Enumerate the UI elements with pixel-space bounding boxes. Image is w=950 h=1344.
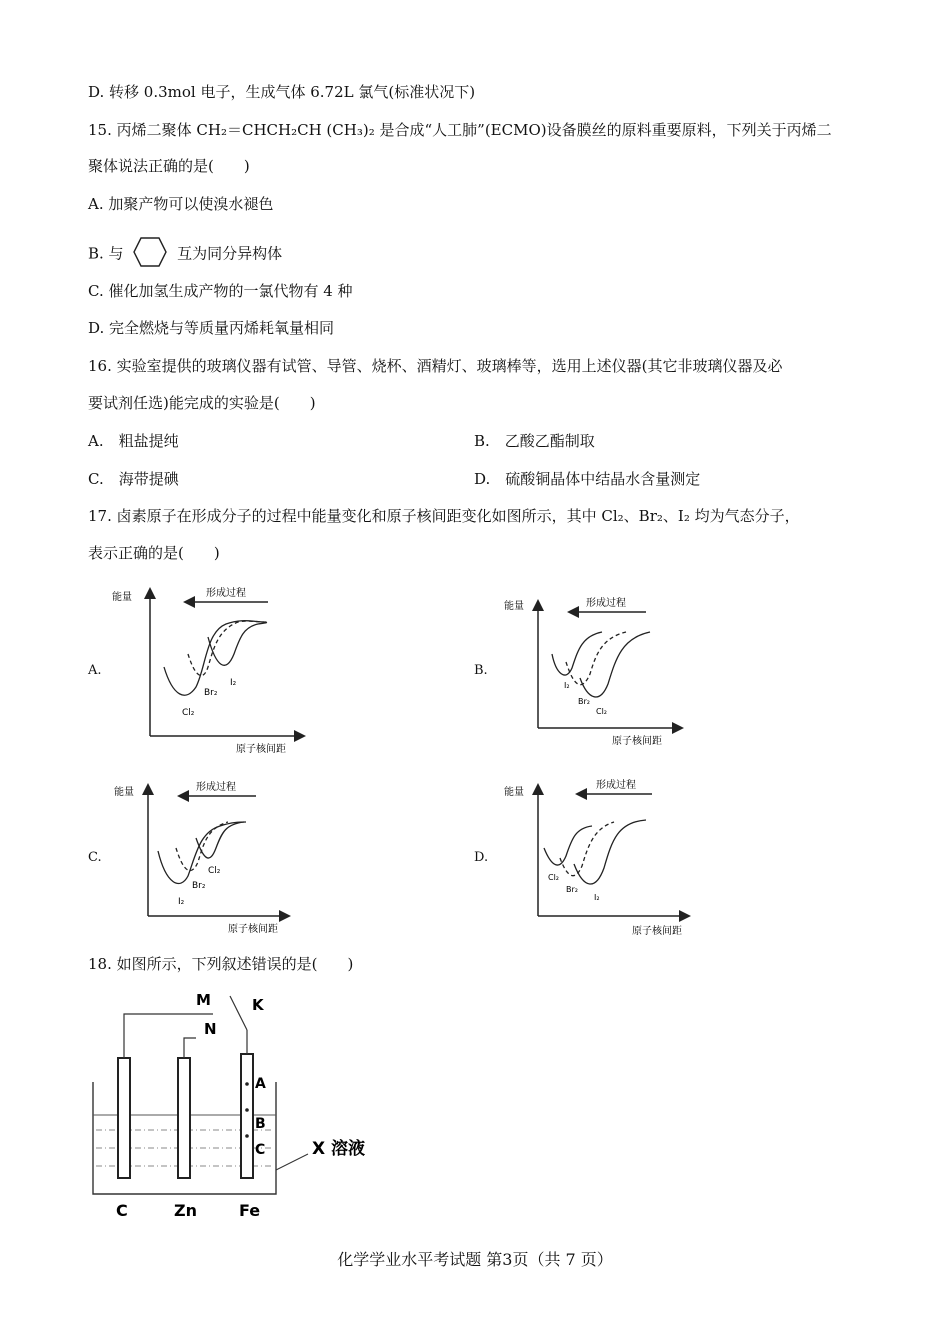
switch-k-label: K	[252, 996, 264, 1014]
q17-option-b-label: B.	[474, 663, 488, 678]
energy-axis-label: 能量	[504, 601, 524, 612]
energy-axis-label: 能量	[504, 787, 524, 798]
graph-c-curve-label-2: Br₂	[192, 881, 206, 891]
q18-stem: 18. 如图所示，下列叙述错误的是( )	[88, 955, 354, 973]
page-footer: 化学学业水平考试题 第3页（共 7 页）	[337, 1250, 613, 1269]
electrochemistry-diagram	[88, 986, 388, 1220]
q16-option-b: B. 乙酸乙酯制取	[474, 432, 595, 450]
q17-stem-line1: 17. 卤素原子在形成分子的过程中能量变化和原子核间距变化如图所示，其中 Cl₂、Br₂、I₂ 均为气态分子，	[88, 507, 800, 525]
q17-stem-line2: 表示正确的是( )	[88, 544, 220, 562]
q15-option-b-prefix: B. 与	[88, 244, 124, 263]
energy-graph-c	[108, 776, 298, 936]
energy-graph-a	[108, 582, 308, 758]
distance-axis-label: 原子核间距	[632, 926, 682, 937]
q15-option-b	[88, 236, 282, 273]
graph-c-curve-label-3: Cl₂	[208, 866, 221, 876]
formation-process-label: 形成过程	[596, 780, 636, 791]
point-c-label: C	[255, 1142, 266, 1158]
electrode-c-label: C	[116, 1201, 128, 1220]
graph-d-curve-label-1: Cl₂	[548, 873, 560, 882]
switch-n-label: N	[204, 1020, 217, 1038]
q16-stem-line2: 要试剂任选)能完成的实验是( )	[88, 394, 316, 412]
q16-option-a: A. 粗盐提纯	[88, 432, 179, 450]
graph-a-curve-label-1: Cl₂	[182, 708, 195, 718]
point-a-label: A	[255, 1076, 266, 1092]
energy-graph-d	[496, 776, 696, 938]
q15-option-d: D. 完全燃烧与等质量丙烯耗氧量相同	[88, 319, 335, 337]
formation-process-label: 形成过程	[586, 598, 626, 609]
q15-stem-line2: 聚体说法正确的是( )	[88, 157, 250, 175]
q17-option-a-label: A.	[88, 663, 102, 678]
graph-d-curve-label-3: I₂	[594, 893, 600, 902]
q15-option-c: C. 催化加氢生成产物的一氯代物有 4 种	[88, 282, 353, 300]
point-b-label: B	[255, 1116, 266, 1132]
distance-axis-label: 原子核间距	[228, 924, 278, 935]
distance-axis-label: 原子核间距	[612, 736, 662, 747]
graph-b-curve-label-3: Cl₂	[596, 707, 608, 716]
formation-process-label: 形成过程	[196, 782, 236, 793]
graph-d-curve-label-2: Br₂	[566, 885, 578, 894]
graph-a-curve-label-2: Br₂	[204, 688, 218, 698]
q17-option-d-label: D.	[474, 850, 489, 865]
graph-b-curve-label-2: Br₂	[578, 697, 590, 706]
graph-b-curve-label-1: I₂	[564, 681, 570, 690]
energy-graph-b	[496, 592, 696, 750]
energy-axis-label: 能量	[112, 592, 132, 603]
electrode-zn-label: Zn	[174, 1201, 197, 1220]
q16-stem-line1: 16. 实验室提供的玻璃仪器有试管、导管、烧杯、酒精灯、玻璃棒等，选用上述仪器(其它非玻璃仪器及必	[88, 357, 783, 375]
solution-label: X 溶液	[312, 1139, 366, 1159]
q15-stem-line1: 15. 丙烯二聚体 CH₂＝CHCH₂CH (CH₃)₂ 是合成“人工肺”(ECMO)设备膜丝的原料重要原料，下列关于丙烯二	[88, 121, 832, 139]
q16-option-c: C. 海带提碘	[88, 470, 179, 488]
q17-option-c-label: C.	[88, 850, 102, 865]
energy-axis-label: 能量	[114, 787, 134, 798]
graph-a-curve-label-3: I₂	[230, 678, 237, 688]
q14-option-d: D. 转移 0.3mol 电子，生成气体 6.72L 氯气(标准状况下)	[88, 83, 476, 101]
formation-process-label: 形成过程	[206, 588, 246, 599]
switch-m-label: M	[196, 991, 211, 1009]
q15-option-a: A. 加聚产物可以使溴水褪色	[88, 195, 274, 213]
cyclohexane-structure-icon	[132, 236, 168, 273]
electrode-fe-label: Fe	[239, 1201, 261, 1220]
graph-c-curve-label-1: I₂	[178, 897, 185, 907]
q16-option-d: D. 硫酸铜晶体中结晶水含量测定	[474, 470, 701, 488]
q15-option-b-suffix: 互为同分异构体	[177, 244, 283, 263]
distance-axis-label: 原子核间距	[236, 744, 286, 755]
